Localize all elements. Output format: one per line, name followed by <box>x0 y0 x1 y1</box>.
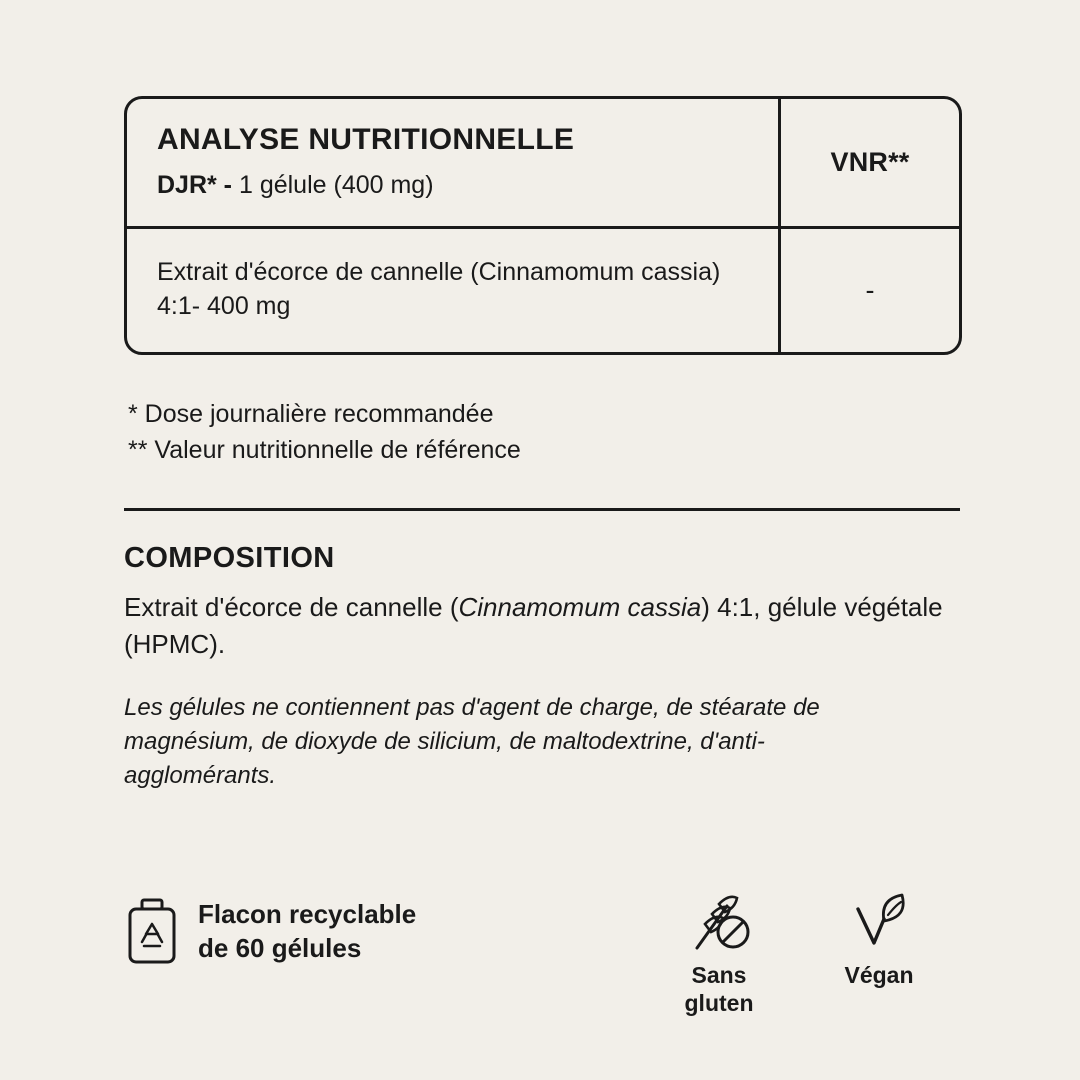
composition-text-part1: Extrait d'écorce de cannelle ( <box>124 592 459 622</box>
badge-gluten-line2: gluten <box>684 989 754 1016</box>
footnote-vnr: ** Valeur nutritionnelle de référence <box>128 436 521 465</box>
badges-row <box>124 888 964 1028</box>
vnr-value-cell <box>781 229 959 352</box>
table-header-main-cell <box>127 99 781 226</box>
composition-note: Les gélules ne contiennent pas d'agent de charge, de stéarate de magnésium, de dioxyde de silicium, de maltodextrine, d'anti-agglomérants. <box>124 693 820 789</box>
badge-gluten-label <box>685 962 754 1017</box>
composition-text-part2: ) 4:1, gélule végétale (HPMC). <box>124 592 943 659</box>
nutrition-analysis-table <box>124 96 962 355</box>
badge-recyclable-bottle <box>124 896 416 966</box>
ingredient-cell: Extrait d'écorce de cannelle (Cinnamomum cassia) 4:1- 400 mg <box>127 229 781 352</box>
badge-gluten-line1: Sans <box>691 962 747 988</box>
vegan-leaf-icon <box>844 888 914 958</box>
daily-dose-value: 1 gélule (400 mg) <box>238 170 434 199</box>
composition-text <box>124 589 974 663</box>
badge-gluten-free <box>644 888 794 1017</box>
table-header-vnr-cell <box>781 99 959 226</box>
daily-dose-label: DJR* - <box>157 170 233 199</box>
section-divider <box>124 508 960 511</box>
composition-latin-name: Cinnamomum cassia <box>458 592 702 622</box>
daily-dose-line <box>157 170 748 200</box>
composition-section <box>124 542 974 793</box>
gluten-free-icon <box>681 888 757 958</box>
badge-vegan <box>804 888 954 990</box>
vnr-value: - <box>865 274 875 305</box>
footnote-djr: * Dose journalière recommandée <box>128 400 494 428</box>
badge-recyclable-label <box>198 897 416 966</box>
composition-title: COMPOSITION <box>124 542 335 574</box>
table-header-row <box>127 99 959 229</box>
badge-vegan-label: Végan <box>844 962 914 988</box>
table-row <box>127 229 959 352</box>
badge-recyclable-line1: Flacon recyclable <box>198 898 417 929</box>
recyclable-bottle-icon <box>124 896 180 966</box>
vnr-column-header: VNR** <box>830 146 910 177</box>
badge-recyclable-line2: de 60 gélules <box>198 933 362 963</box>
footnotes-block <box>128 396 968 469</box>
table-title: ANALYSE NUTRITIONNELLE <box>157 123 575 156</box>
